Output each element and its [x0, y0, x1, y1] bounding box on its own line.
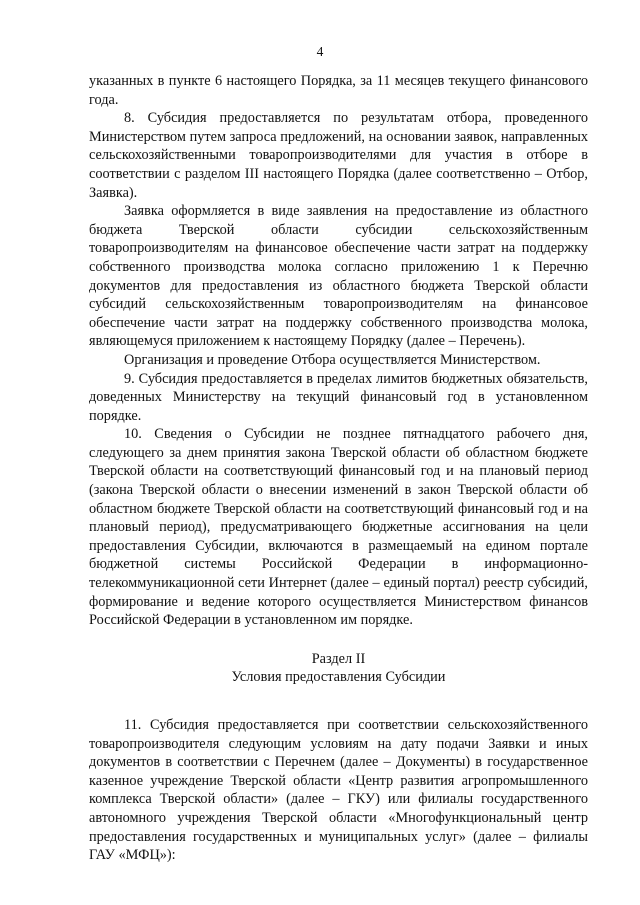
- paragraph-item-9: 9. Субсидия предоставляется в пределах лимитов бюджетных обязательств, доведенных Министерству на текущий финансовый год в установленном порядке.: [89, 370, 588, 424]
- paragraph-item-8: 8. Субсидия предоставляется по результатам отбора, проведенного Министерством путем запроса предложений, на основании заявок, направленных сельскохозяйственными товаропроизводителями для участия в отборе в соответствии с разделом III настоящего Порядка (далее соответственно – Отбор, Заявка).: [89, 110, 588, 201]
- section-heading: Раздел II: [311, 650, 366, 667]
- section-title: Условия предоставления Субсидии: [231, 669, 446, 686]
- paragraph-selection-organization: Организация и проведение Отбора осуществляется Министерством.: [124, 351, 541, 368]
- paragraph-application-form: Заявка оформляется в виде заявления на предоставление из областного бюджета Тверской области субсидии сельскохозяйственным товаропроизводителям на финансовое обеспечение части затрат на поддержку собственного производства молока согласно приложению 1 к Перечню документов для предоставления из областного бюджета Тверской области субсидий сельскохозяйственным товаропроизводителям на финансовое обеспечение части затрат на поддержку собственного производства молока, являющемуся приложением к настоящему Порядку (далее – Перечень).: [89, 203, 588, 350]
- paragraph-continuation: указанных в пункте 6 настоящего Порядка, за 11 месяцев текущего финансового года.: [89, 73, 588, 108]
- page-number: 4: [316, 44, 324, 59]
- paragraph-item-10: 10. Сведения о Субсидии не позднее пятнадцатого рабочего дня, следующего за днем принятия закона Тверской области об областном бюджете Тверской области на соответствующий финансовый год и на плановый период (закона Тверской области о внесении изменений в закон Тверской области об областном бюджете Тверской области на соответствующий финансовый год и на плановый период), предусматривающего бюджетные ассигнования на цели предоставления Субсидии, включаются в размещаемый на едином портале бюджетной системы Российской Федерации в информационно-телекоммуникационной сети Интернет (далее – единый портал) реестр субсидий, формирование и ведение которого осуществляется Министерством финансов Российской Федерации в установленном им порядке.: [89, 426, 588, 629]
- document-body: [89, 72, 588, 865]
- paragraph-item-11: 11. Субсидия предоставляется при соответствии сельскохозяйственного товаропроизводителя следующим условиям на дату подачи Заявки и иных документов в соответствии с Перечнем (далее – Документы) в государственное казенное учреждение Тверской области «Центр развития агропромышленного комплекса Тверской области» (далее – ГКУ) или филиалы государственного автономного учреждения Тверской области «Многофункциональный центр предоставления государственных и муниципальных услуг» (далее – филиалы ГАУ «МФЦ»):: [89, 717, 588, 864]
